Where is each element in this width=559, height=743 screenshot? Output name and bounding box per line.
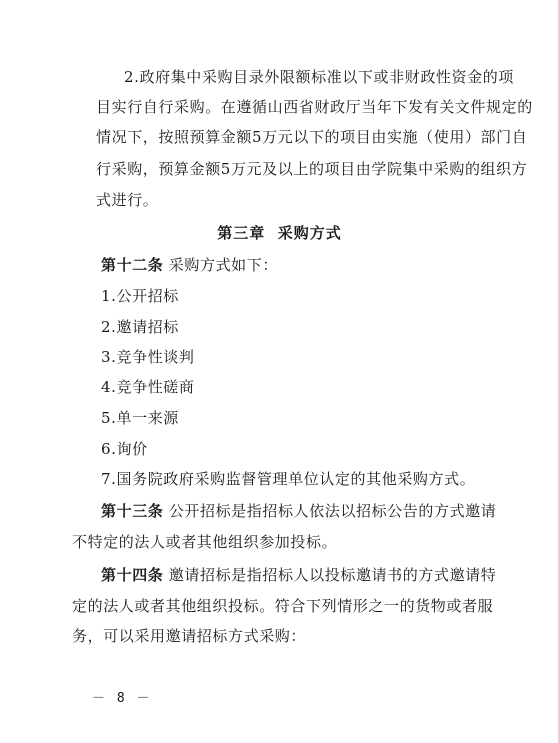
list-item: 5.单一来源 <box>101 409 179 427</box>
article-13-line2: 不特定的法人或者其他组织参加投标。 <box>72 533 338 551</box>
article-12-label: 第十二条 <box>101 256 164 274</box>
article-13-text1: 公开招标是指招标人依法以招标公告的方式邀请 <box>163 502 497 520</box>
list-item: 2.邀请招标 <box>101 318 179 336</box>
article-14-line3: 务，可以采用邀请招标方式采购： <box>72 627 307 645</box>
article-14-text1: 邀请招标是指招标人以投标邀请书的方式邀请特 <box>163 566 497 584</box>
para2-line1: 2.政府集中采购目录外限额标准以下或非财政性资金的项 <box>124 68 514 86</box>
para2-line3: 情况下，按照预算金额5万元以下的项目由实施（使用）部门自 <box>96 128 528 146</box>
para2-line5: 式进行。 <box>96 191 159 209</box>
para2-line2: 目实行自行采购。在遵循山西省财政厅当年下发有关文件规定的 <box>96 98 533 116</box>
para2-line4: 行采购，预算金额5万元及以上的项目由学院集中采购的组织方 <box>96 160 528 178</box>
article-12-heading <box>101 255 278 275</box>
article-13-label: 第十三条 <box>101 502 164 520</box>
article-14-line2: 定的法人或者其他组织投标。符合下列情形之一的货物或者服 <box>72 597 494 615</box>
article-14-line1 <box>101 565 496 585</box>
list-item: 6.询价 <box>101 440 148 458</box>
list-item: 4.竞争性磋商 <box>101 378 195 396</box>
list-item: 7.国务院政府采购监督管理单位认定的其他采购方式。 <box>101 470 476 488</box>
article-12-text: 采购方式如下： <box>163 256 278 274</box>
article-13-line1 <box>101 501 496 521</box>
list-item: 3.竞争性谈判 <box>101 348 195 366</box>
page-number: － 8 － <box>92 691 152 706</box>
chapter-title: 第三章 采购方式 <box>217 224 342 242</box>
article-14-label: 第十四条 <box>101 566 164 584</box>
list-item: 1.公开招标 <box>101 287 179 305</box>
